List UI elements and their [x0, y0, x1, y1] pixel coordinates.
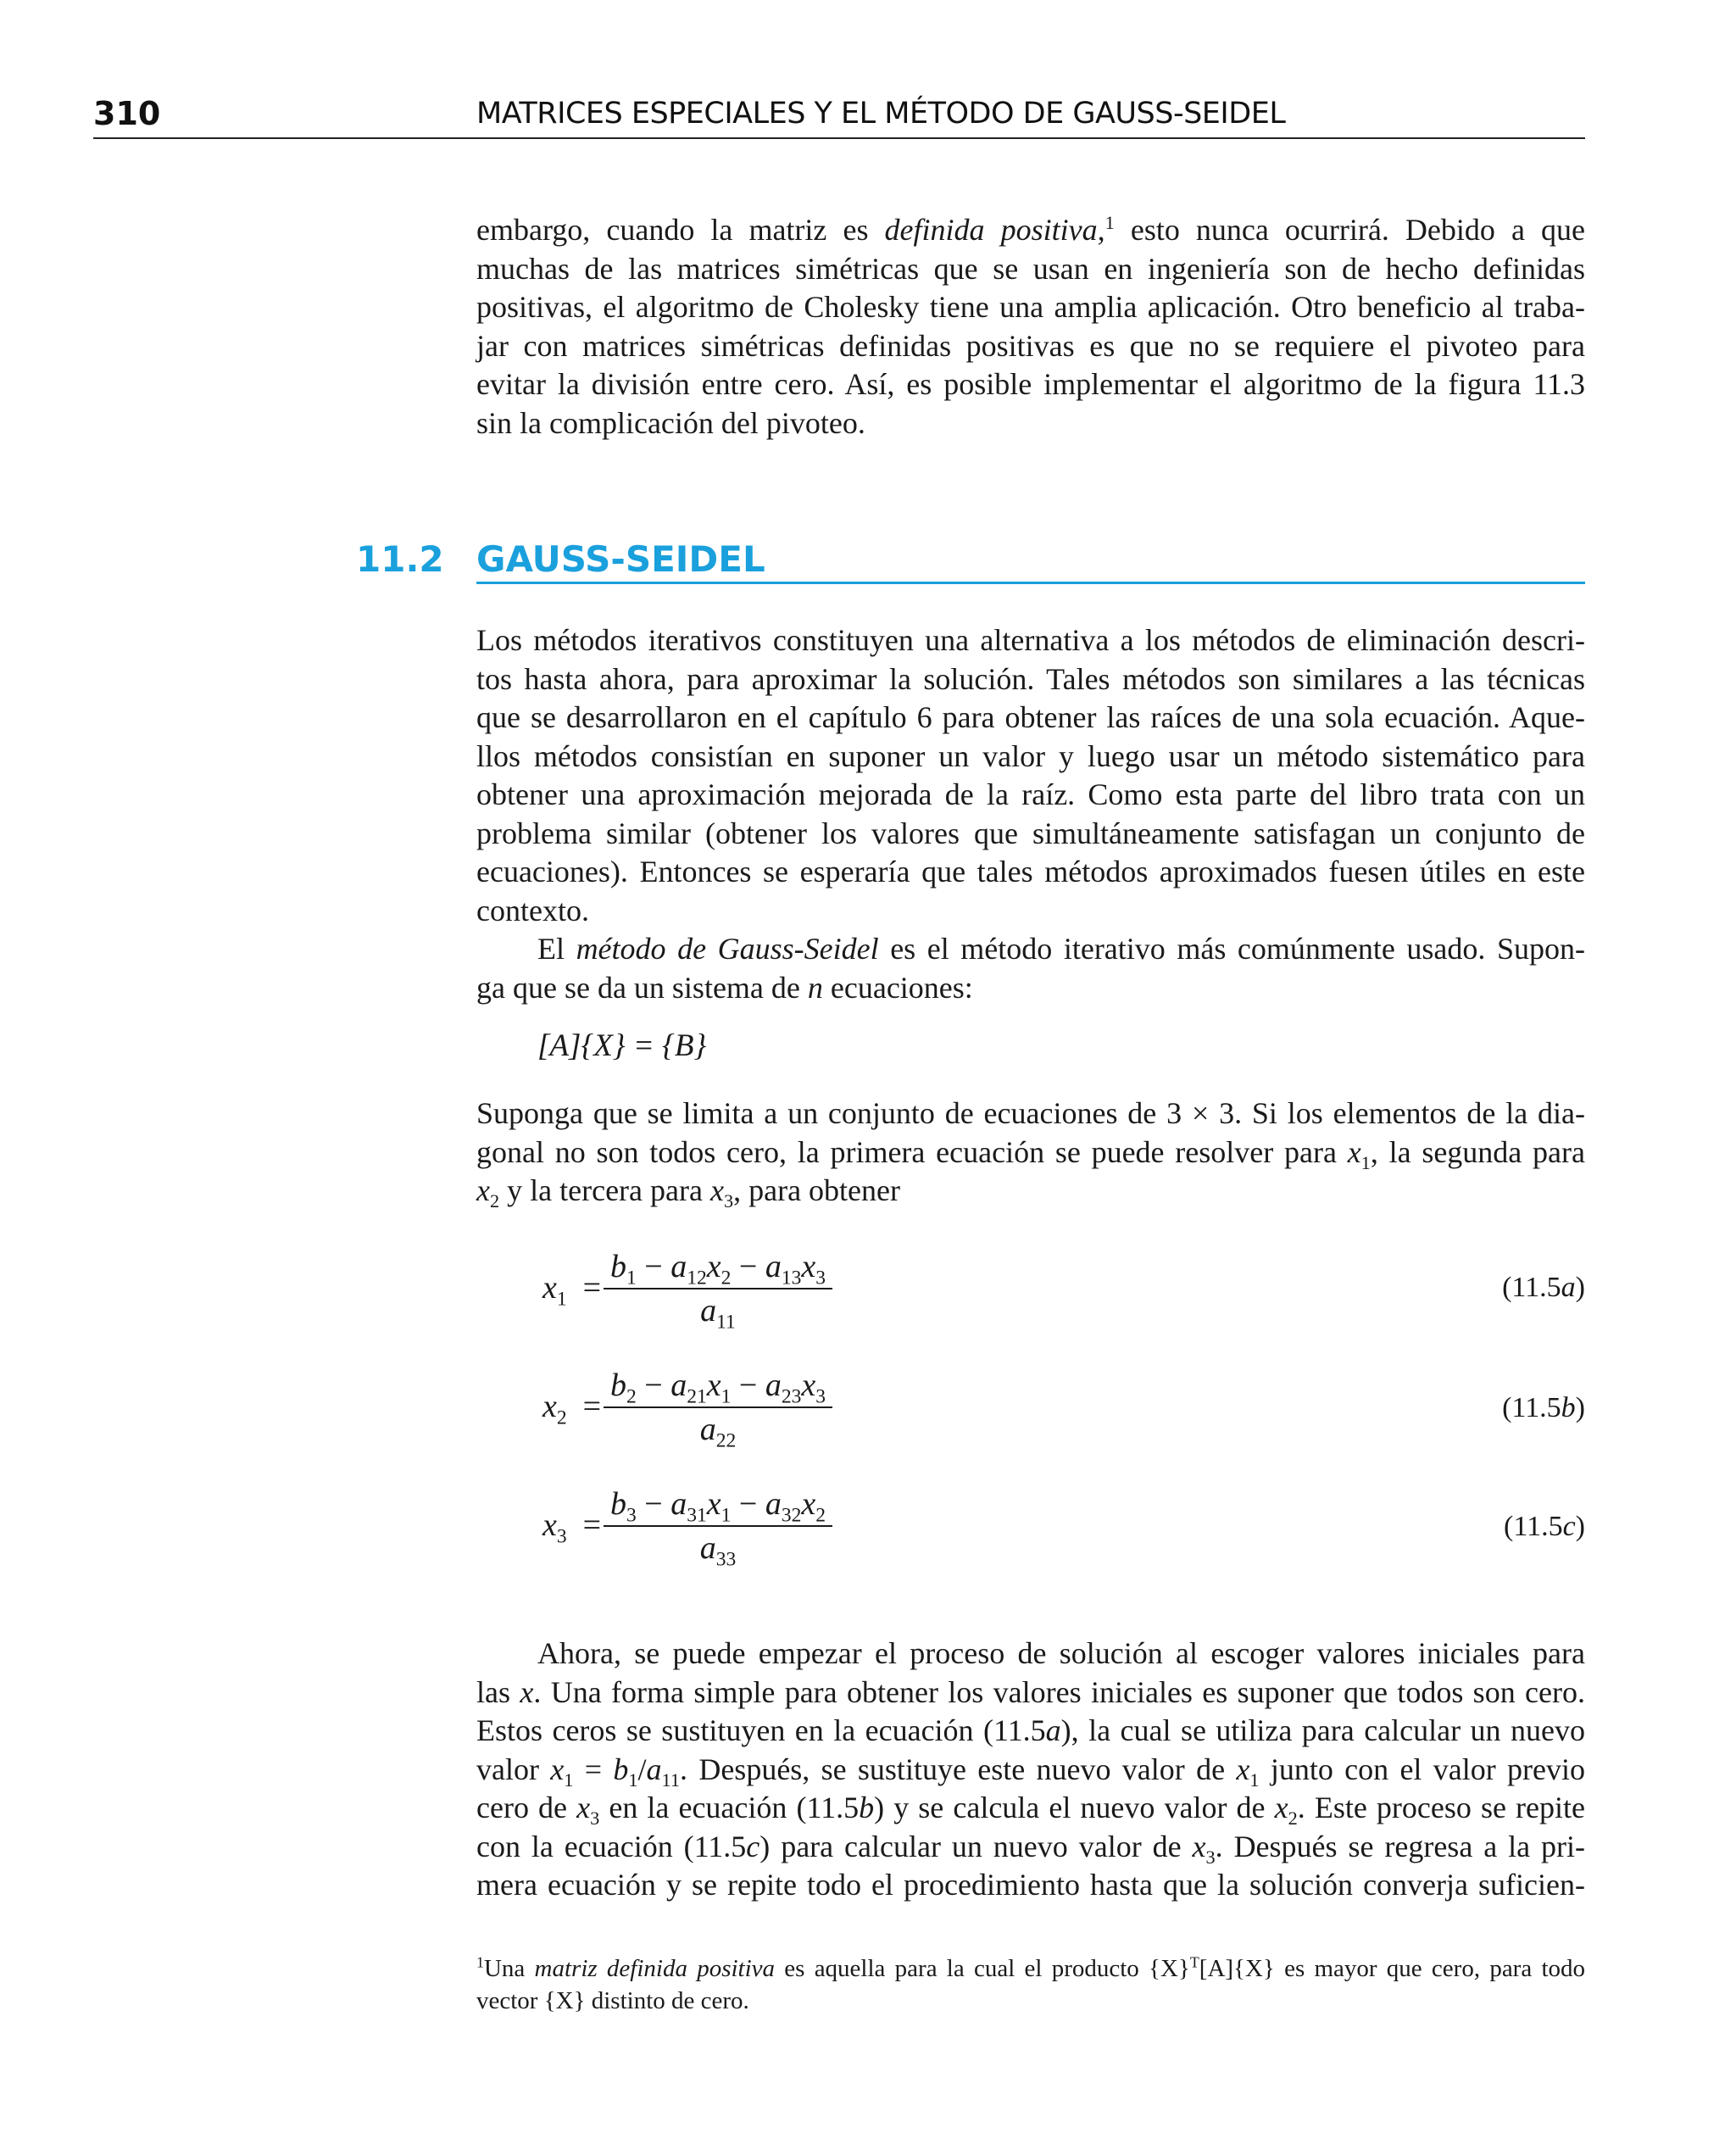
- paragraph-solution-process: [476, 1635, 1585, 1905]
- text-line: problema similar (obtener los valores que simultáneamente satisfagan un conjunto de: [476, 816, 1585, 850]
- text-line: ecuaciones). Entonces se esperaría que tales métodos aproximados fuesen útiles en este: [476, 855, 1585, 888]
- text-line: mera ecuación y se repite todo el procedimiento hasta que la solución converja suficien-: [476, 1868, 1585, 1902]
- fraction-bar: [604, 1406, 832, 1408]
- equation-lhs: $x_2$ =: [542, 1389, 602, 1429]
- text-line: cero de $x_3$ en la ecuación (11.5b) y se calcula el nuevo valor de $x_2$. Este proceso se repite: [476, 1791, 1585, 1830]
- equation-denominator: $a_{22}$: [699, 1412, 737, 1452]
- text-line: Suponga que se limita a un conjunto de ecuaciones de 3 × 3. Si los elementos de la dia-: [476, 1096, 1585, 1130]
- equation-numerator: $b_1 - a_{12}x_2 - a_{13}x_3$: [609, 1249, 826, 1289]
- equation-denominator: $a_{33}$: [699, 1530, 737, 1571]
- text-line: El método de Gauss-Seidel es el método iterativo más comúnmente usado. Supon-: [537, 932, 1585, 966]
- text-line: llos métodos consistían en suponer un valor y luego usar un método sistemático para: [476, 738, 1585, 773]
- text-line: sin la complicación del pivoteo.: [476, 405, 865, 440]
- paragraph-intro: [476, 211, 1585, 443]
- footnote-line: $^1$Una matriz definida positiva es aquella para la cual el producto $\{X\}^T[A]\{X\}$ es mayor que cero, para todo: [476, 1953, 1586, 1982]
- section-rule: [476, 582, 1585, 584]
- equation-lhs: $x_1$ =: [542, 1270, 602, 1311]
- footnote: [476, 1952, 1585, 2017]
- equation-lhs: $x_3$ =: [542, 1507, 602, 1548]
- text-line: con la ecuación (11.5c) para calcular un nuevo valor de $x_3$. Después se regresa a la pri-: [476, 1829, 1585, 1868]
- text-line: gonal no son todos cero, la primera ecuación se puede resolver para $x_1$, la segunda para: [476, 1134, 1585, 1173]
- text-line: Los métodos iterativos constituyen una alternativa a los métodos de eliminación descri-: [476, 623, 1585, 657]
- text-line: tos hasta ahora, para aproximar la solución. Tales métodos son similares a las técnicas: [476, 661, 1585, 696]
- header-rule: [93, 137, 1585, 139]
- running-title: MATRICES ESPECIALES Y EL MÉTODO DE GAUSS-SEIDEL: [476, 97, 1286, 131]
- equation-number: (11.5a): [1502, 1272, 1585, 1303]
- text-line: Ahora, se puede empezar el proceso de solución al escoger valores iniciales para: [537, 1636, 1585, 1670]
- equation-number: (11.5b): [1502, 1392, 1585, 1423]
- text-line: valor $x_1 = b_1/a_{11}$. Después, se sustituye este nuevo valor de $x_1$ junto con el valor previo: [476, 1752, 1585, 1791]
- page-number: 310: [93, 95, 161, 132]
- text-line: ga que se da un sistema de n ecuaciones:: [476, 970, 973, 1005]
- equation-number: (11.5c): [1504, 1511, 1585, 1542]
- paragraph-iterative-methods: [476, 621, 1585, 1007]
- text-line: embargo, cuando la matriz es definida positiva,$^1$ esto nunca ocurrirá. Debido a que: [476, 212, 1586, 247]
- equation-denominator: $a_{11}$: [700, 1293, 736, 1334]
- text-line: jar con matrices simétricas definidas positivas es que no se requiere el pivoteo para: [476, 328, 1585, 363]
- text-line: evitar la división entre cero. Así, es posible implementar el algoritmo de la figura 11.3: [476, 367, 1585, 401]
- fraction-bar: [604, 1525, 832, 1527]
- text-line: Estos ceros se sustituyen en la ecuación (11.5a), la cual se utiliza para calcular un nuevo: [476, 1713, 1585, 1747]
- paragraph-system-3x3: [476, 1094, 1585, 1211]
- equation-numerator: $b_3 - a_{31}x_1 - a_{32}x_2$: [609, 1486, 826, 1527]
- footnote-line: vector {X} distinto de cero.: [476, 1987, 749, 2014]
- section-number: 11.2: [356, 538, 444, 580]
- text-line: muchas de las matrices simétricas que se usan en ingeniería son de hecho definidas: [476, 251, 1585, 286]
- text-line: contexto.: [476, 893, 589, 927]
- equation-numerator: $b_2 - a_{21}x_1 - a_{23}x_3$: [609, 1367, 826, 1408]
- text-line: obtener una aproximación mejorada de la raíz. Como esta parte del libro trata con un: [476, 777, 1585, 811]
- fraction-bar: [604, 1288, 832, 1289]
- text-line: $x_2$ y la tercera para $x_3$, para obtener: [476, 1173, 901, 1212]
- text-line: positivas, el algoritmo de Cholesky tiene una amplia aplicación. Otro beneficio al traba-: [476, 290, 1585, 324]
- section-title: GAUSS-SEIDEL: [476, 538, 765, 580]
- matrix-equation: [A]{X} = {B}: [537, 1028, 707, 1063]
- text-line: que se desarrollaron en el capítulo 6 para obtener las raíces de una sola ecuación. Aque-: [476, 700, 1585, 734]
- text-line: las x. Una forma simple para obtener los valores iniciales es suponer que todos son cero.: [476, 1674, 1585, 1709]
